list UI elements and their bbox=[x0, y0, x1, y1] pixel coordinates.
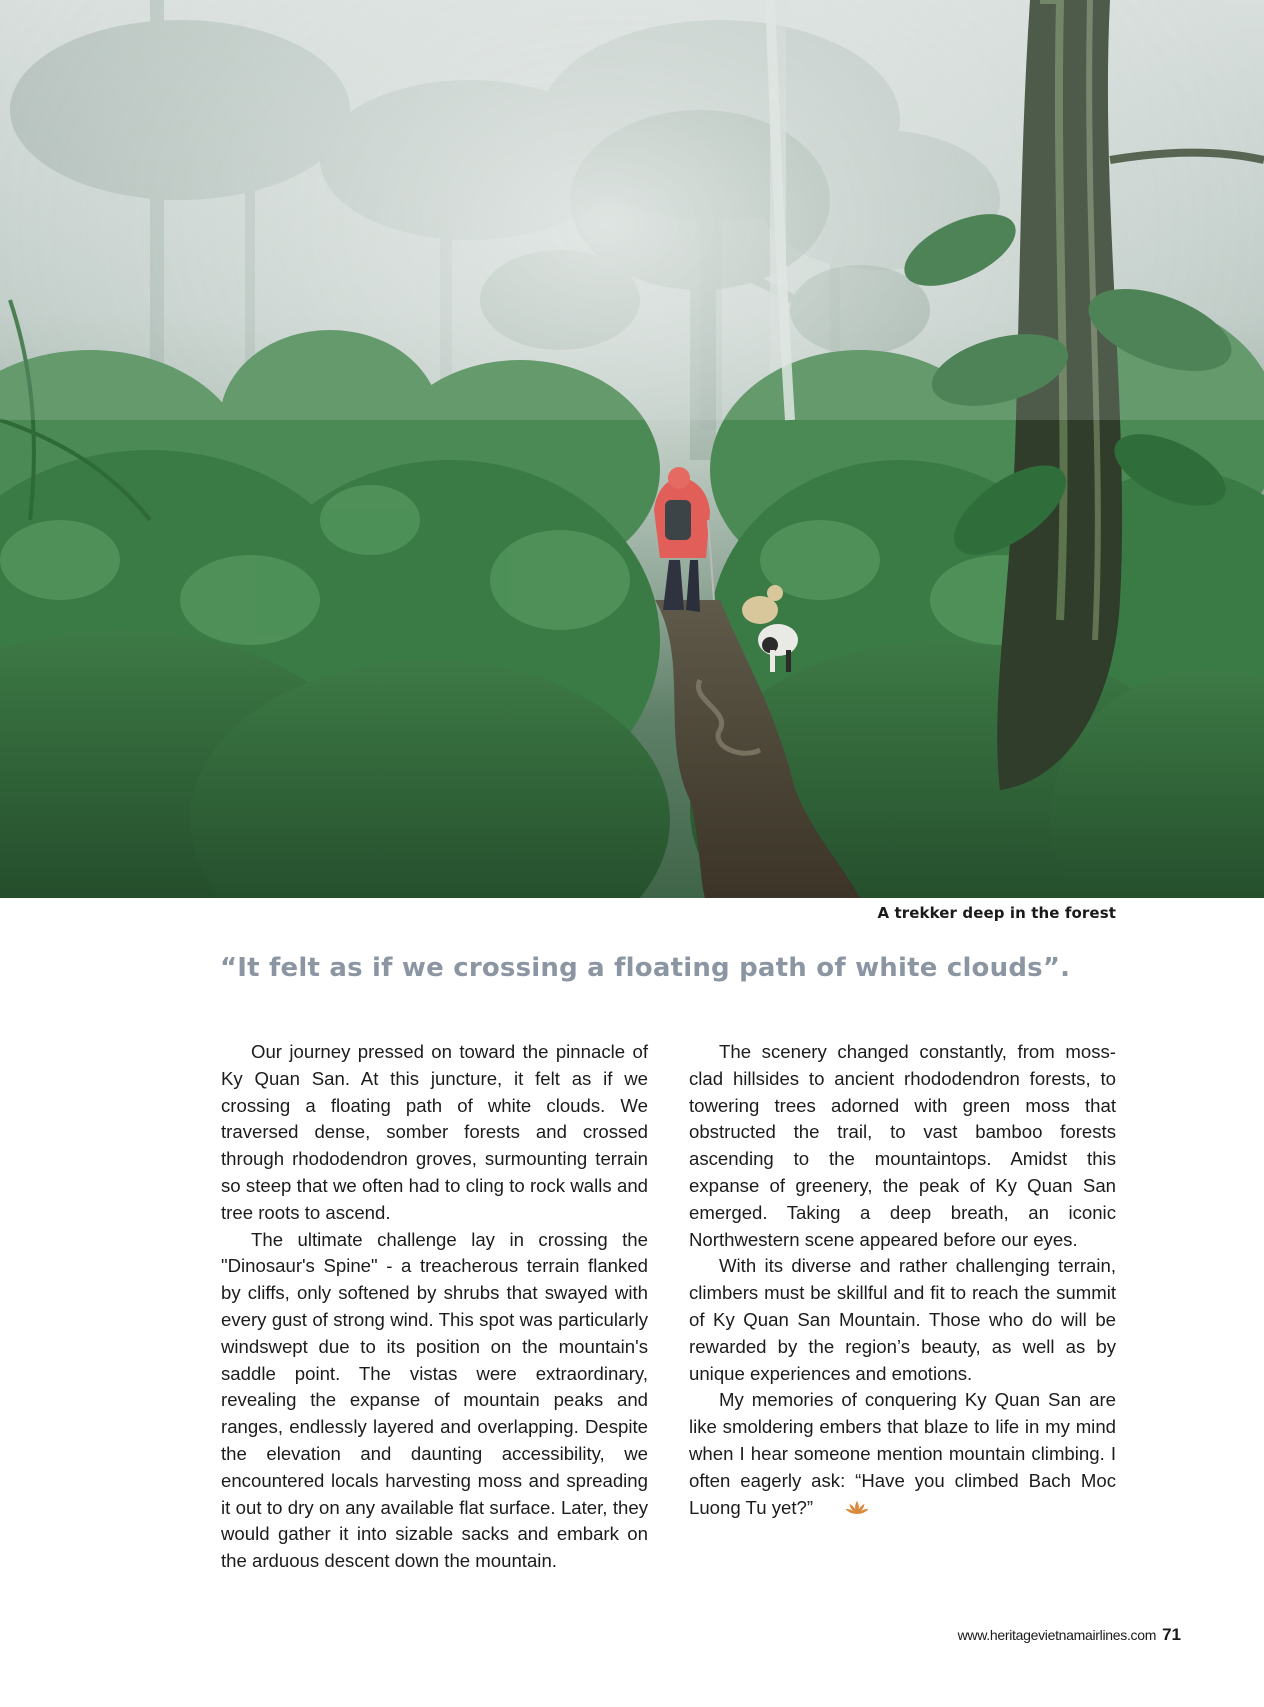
article-column-right bbox=[689, 1039, 1116, 1523]
page-footer bbox=[958, 1625, 1181, 1645]
photo-caption: A trekker deep in the forest bbox=[877, 904, 1116, 922]
footer-url: www.heritagevietnamairlines.com bbox=[957, 1627, 1157, 1643]
paragraph: With its diverse and rather challenging terrain, climbers must be skillful and fit to reach the summit of Ky Quan San Mountain. Those who do will be rewarded by the region’s beauty, as well as by unique experiences and emotions. bbox=[689, 1255, 1116, 1384]
page-number: 71 bbox=[1162, 1625, 1181, 1644]
paragraph: The ultimate challenge lay in crossing the "Dinosaur's Spine" - a treacherous terrain flanked by cliffs, only softened by shrubs that swayed with every gust of strong wind. This spot was particularly windswept due to its position on the mountain's saddle point. The vistas were extraordinary, revealing the expanse of mountain peaks and ranges, endlessly layered and overlapping. Despite the elevation and daunting accessibility, we encountered locals harvesting moss and spreading it out to dry on any available flat surface. Later, they would gather it into sizable sacks and embark on the arduous descent down the mountain. bbox=[221, 1228, 648, 1572]
paragraph: The scenery changed constantly, from moss-clad hillsides to ancient rhododendron forests, to towering trees adorned with green moss that obstructed the trail, to vast bamboo forests ascending to the mountaintops. Amidst this expanse of greenery, the peak of Ky Quan San emerged. Taking a deep breath, an iconic Northwestern scene appeared before our eyes. bbox=[689, 1041, 1116, 1250]
pull-quote: “It felt as if we crossing a floating path of white clouds”. bbox=[220, 953, 1071, 983]
paragraph: Our journey pressed on toward the pinnacle of Ky Quan San. At this juncture, it felt as if we crossing a floating path of white clouds. We traversed dense, somber forests and crossed through rhododendron groves, surmounting terrain so steep that we often had to cling to rock walls and tree roots to ascend. bbox=[221, 1041, 648, 1223]
paragraph-text: My memories of conquering Ky Quan San are like smoldering embers that blaze to life in my mind when I hear someone mention mountain climbing. I often eagerly ask: “Have you climbed Bach Moc Luong Tu yet?” bbox=[689, 1389, 1116, 1518]
lotus-icon bbox=[815, 1497, 869, 1524]
article-column-left bbox=[221, 1039, 648, 1575]
paragraph-final bbox=[689, 1387, 1116, 1523]
